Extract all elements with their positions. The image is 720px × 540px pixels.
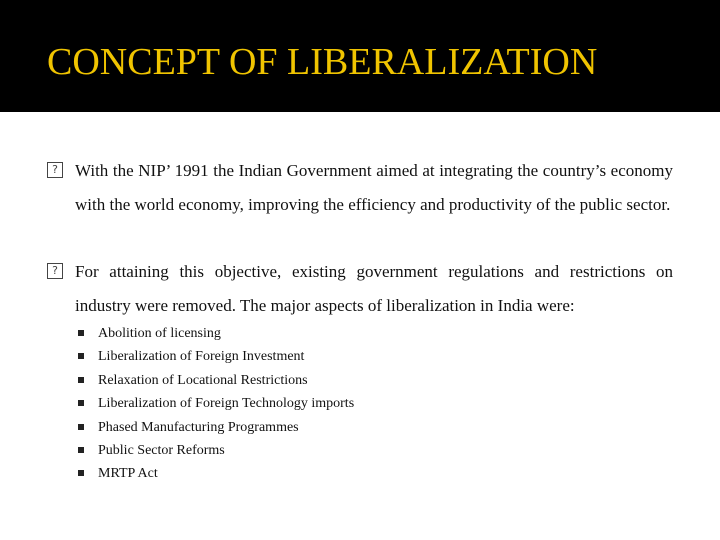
list-item [78,322,638,345]
list-item [78,369,638,392]
bullet-marker: ? [47,162,63,178]
square-bullet-icon [78,377,84,383]
list-item [78,416,638,439]
list-item-label: Liberalization of Foreign Technology imports [98,396,355,412]
liberalization-aspects-list [78,322,638,486]
square-bullet-icon [78,470,84,476]
bullet-marker: ? [47,263,63,279]
list-item [78,392,638,415]
square-bullet-icon [78,353,84,359]
list-item-label: Liberalization of Foreign Investment [98,349,305,365]
list-item-label: Public Sector Reforms [98,442,225,458]
slide-title: CONCEPT OF LIBERALIZATION [47,41,598,83]
list-item [78,439,638,462]
list-item [78,462,638,485]
paragraph-nip-1991: With the NIP’ 1991 the Indian Government aimed at integrating the country’s economy with the world economy, improving the efficiency and productivity of the public sector. [75,161,673,214]
paragraph-objective: For attaining this objective, existing government regulations and restrictions on industry were removed. The major aspects of liberalization in India were: [75,262,673,315]
list-item-label: Relaxation of Locational Restrictions [98,372,308,388]
square-bullet-icon [78,424,84,430]
square-bullet-icon [78,400,84,406]
square-bullet-icon [78,447,84,453]
list-item-label: MRTP Act [98,466,158,482]
list-item-label: Abolition of licensing [98,326,221,341]
list-item [78,345,638,368]
square-bullet-icon [78,330,84,336]
list-item-label: Phased Manufacturing Programmes [98,419,299,435]
